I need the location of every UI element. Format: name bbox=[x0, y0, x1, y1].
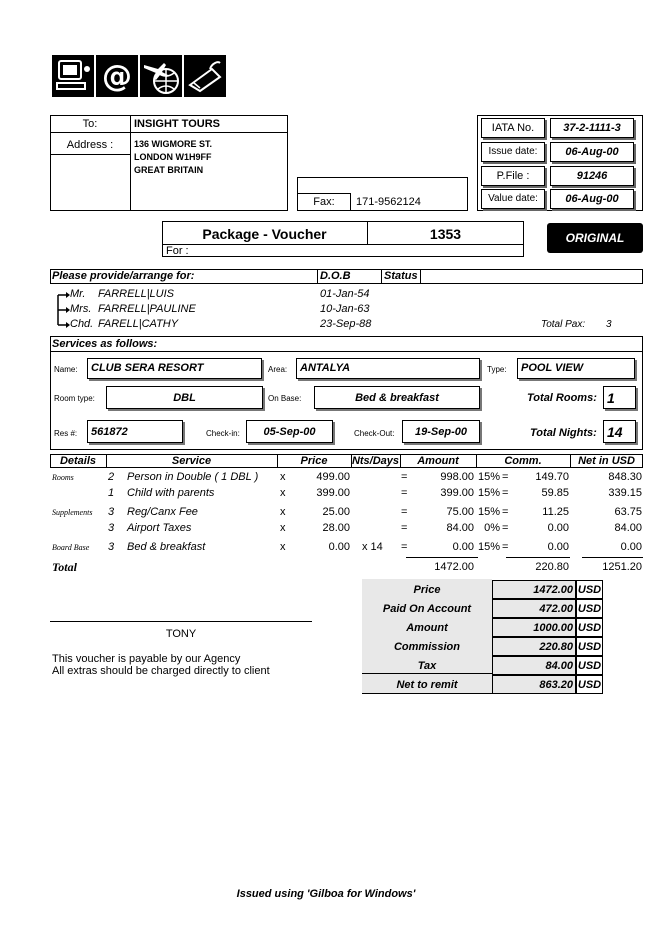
address-line-1: 136 WIGMORE ST. bbox=[134, 139, 213, 149]
row-equals-2: = bbox=[502, 522, 509, 534]
room-type-label: Room type: bbox=[54, 394, 95, 403]
summary-labels-bg bbox=[362, 579, 492, 693]
row-net: 63.75 bbox=[614, 506, 642, 518]
summary-value: 220.80 bbox=[539, 641, 573, 653]
row-times: x bbox=[280, 522, 286, 534]
summary-value: 1472.00 bbox=[533, 584, 573, 596]
row-qty: 1 bbox=[108, 487, 115, 499]
row-nts: x 14 bbox=[362, 541, 383, 553]
total-rooms-label: Total Rooms: bbox=[527, 392, 597, 404]
pax-name-3: FARELL|CATHY bbox=[98, 318, 179, 330]
summary-value: 1000.00 bbox=[533, 622, 573, 634]
checkout-label: Check-Out: bbox=[354, 429, 395, 438]
row-equals: = bbox=[401, 522, 408, 534]
summary-label: Commission bbox=[393, 641, 460, 653]
col-service: Service bbox=[171, 455, 212, 467]
col-comm: Comm. bbox=[504, 455, 542, 467]
col-amount: Amount bbox=[417, 455, 459, 467]
row-amount: 84.00 bbox=[446, 522, 474, 534]
row-price: 25.00 bbox=[322, 506, 350, 518]
pax-dob-3: 23-Sep-88 bbox=[320, 318, 372, 330]
row-amount: 0.00 bbox=[452, 541, 474, 553]
pax-dob-2: 10-Jan-63 bbox=[320, 303, 370, 315]
res-value: 561872 bbox=[87, 420, 183, 443]
row-comm: 0.00 bbox=[547, 541, 569, 553]
row-equals: = bbox=[401, 487, 408, 499]
pax-title-1: Mr. bbox=[70, 288, 86, 300]
services-header: Services as follows: bbox=[52, 338, 158, 350]
fax-value: 171-9562124 bbox=[356, 196, 421, 208]
row-equals-2: = bbox=[502, 506, 509, 518]
row-net: 84.00 bbox=[614, 522, 642, 534]
total-label: Total bbox=[52, 560, 77, 574]
checkin-value: 05-Sep-00 bbox=[246, 420, 333, 443]
summary-currency: USD bbox=[577, 584, 602, 596]
area-value: ANTALYA bbox=[296, 358, 480, 379]
computer-icon bbox=[52, 55, 94, 97]
issue-date-value: 06-Aug-00 bbox=[565, 146, 619, 158]
summary-currency: USD bbox=[577, 641, 602, 653]
col-price: Price bbox=[300, 455, 328, 467]
row-qty: 3 bbox=[108, 522, 115, 534]
row-comm: 11.25 bbox=[542, 506, 569, 518]
row-category: Board Base bbox=[52, 543, 90, 552]
fax-label: Fax: bbox=[313, 196, 335, 208]
pax-name-2: FARRELL|PAULINE bbox=[98, 303, 196, 315]
row-comm: 0.00 bbox=[547, 522, 569, 534]
note-line-2: All extras should be charged directly to client bbox=[52, 665, 270, 677]
pax-title-3: Chd. bbox=[70, 318, 94, 330]
hotel-name: CLUB SERA RESORT bbox=[87, 358, 262, 379]
row-net: 848.30 bbox=[608, 471, 642, 483]
row-pct: 15% bbox=[477, 487, 500, 499]
passenger-header-label: Please provide/arrange for: bbox=[52, 270, 195, 282]
total-comm: 220.80 bbox=[535, 561, 569, 573]
to-label: To: bbox=[82, 118, 98, 130]
row-amount: 75.00 bbox=[446, 506, 474, 518]
address-label: Address : bbox=[66, 139, 114, 151]
summary-value: 472.00 bbox=[539, 603, 573, 615]
row-equals-2: = bbox=[502, 487, 509, 499]
summary-value: 84.00 bbox=[545, 660, 573, 672]
row-equals-2: = bbox=[502, 541, 509, 553]
row-pct: 15% bbox=[477, 471, 500, 483]
pax-dob-1: 01-Jan-54 bbox=[320, 288, 370, 300]
footer-text: Issued using 'Gilboa for Windows' bbox=[236, 888, 416, 900]
row-qty: 2 bbox=[108, 471, 115, 483]
summary-currency: USD bbox=[577, 660, 602, 672]
signature-name: TONY bbox=[165, 628, 197, 640]
mouse-icon bbox=[184, 55, 226, 97]
col-nts: Nts/Days bbox=[351, 455, 400, 467]
to-value: INSIGHT TOURS bbox=[134, 118, 220, 130]
plane-globe-icon bbox=[140, 55, 182, 97]
name-label: Name: bbox=[54, 365, 78, 374]
status-label: Status bbox=[384, 270, 418, 282]
row-price: 0.00 bbox=[328, 541, 350, 553]
pfile-label: P.File : bbox=[496, 170, 530, 182]
row-service: Child with parents bbox=[127, 487, 215, 499]
address-line-3: GREAT BRITAIN bbox=[134, 165, 204, 175]
row-equals: = bbox=[401, 471, 408, 483]
row-times: x bbox=[280, 471, 286, 483]
type-value: POOL VIEW bbox=[517, 358, 635, 379]
total-pax-label: Total Pax: bbox=[541, 319, 586, 330]
checkout-value: 19-Sep-00 bbox=[402, 420, 480, 443]
dob-label: D.O.B bbox=[320, 270, 351, 282]
pax-name-1: FARRELL|LUIS bbox=[98, 288, 175, 300]
row-service: Airport Taxes bbox=[127, 522, 192, 534]
total-amount: 1472.00 bbox=[434, 561, 474, 573]
res-label: Res #: bbox=[54, 429, 78, 438]
original-badge: ORIGINAL bbox=[547, 223, 643, 253]
row-equals: = bbox=[401, 506, 408, 518]
row-comm: 59.85 bbox=[541, 487, 569, 499]
pfile-value: 91246 bbox=[576, 170, 608, 182]
value-date-label: Value date: bbox=[488, 193, 538, 204]
passenger-bracket-icon bbox=[52, 288, 70, 330]
issue-date-label: Issue date: bbox=[488, 146, 538, 157]
row-times: x bbox=[280, 487, 286, 499]
row-equals-2: = bbox=[502, 471, 509, 483]
summary-label: Paid On Account bbox=[382, 603, 472, 615]
row-service: Reg/Canx Fee bbox=[127, 506, 198, 518]
area-label: Area: bbox=[268, 365, 288, 374]
iata-label: IATA No. bbox=[491, 122, 535, 134]
row-times: x bbox=[280, 541, 286, 553]
room-type-value: DBL bbox=[106, 386, 263, 409]
total-net: 1251.20 bbox=[602, 561, 642, 573]
voucher-title: Package - Voucher bbox=[202, 226, 327, 242]
voucher-number: 1353 bbox=[429, 226, 462, 242]
row-pct: 0% bbox=[484, 522, 500, 534]
at-sign-icon bbox=[96, 55, 138, 97]
row-category: Rooms bbox=[52, 473, 74, 482]
summary-currency: USD bbox=[577, 622, 602, 634]
summary-currency: USD bbox=[577, 679, 602, 691]
col-net: Net in USD bbox=[578, 455, 635, 467]
total-nights-label: Total Nights: bbox=[530, 427, 597, 439]
svg-text:@: @ bbox=[102, 59, 132, 94]
summary-label: Net to remit bbox=[396, 679, 458, 691]
row-amount: 998.00 bbox=[440, 471, 474, 483]
row-comm: 149.70 bbox=[535, 471, 569, 483]
row-service: Bed & breakfast bbox=[127, 541, 206, 553]
row-category: Supplements bbox=[52, 508, 93, 517]
row-amount: 399.00 bbox=[440, 487, 474, 499]
note-line-1: This voucher is payable by our Agency bbox=[52, 653, 241, 665]
total-pax-value: 3 bbox=[606, 319, 612, 330]
summary-label: Tax bbox=[417, 660, 437, 672]
total-rooms-value: 1 bbox=[603, 386, 636, 409]
row-price: 499.00 bbox=[316, 471, 350, 483]
row-pct: 15% bbox=[477, 541, 500, 553]
checkin-label: Check-in: bbox=[206, 429, 240, 438]
summary-currency: USD bbox=[577, 603, 602, 615]
row-net: 0.00 bbox=[620, 541, 642, 553]
row-service: Person in Double ( 1 DBL ) bbox=[127, 471, 259, 483]
type-label: Type: bbox=[487, 365, 507, 374]
row-qty: 3 bbox=[108, 541, 115, 553]
row-qty: 3 bbox=[108, 506, 115, 518]
signature-line bbox=[50, 621, 312, 622]
for-label: For : bbox=[166, 245, 189, 257]
iata-value: 37-2-1111-3 bbox=[563, 122, 621, 134]
summary-label: Price bbox=[413, 584, 441, 596]
on-base-value: Bed & breakfast bbox=[314, 386, 480, 409]
row-price: 399.00 bbox=[316, 487, 350, 499]
col-details: Details bbox=[59, 455, 97, 467]
address-line-2: LONDON W1H9FF bbox=[134, 152, 212, 162]
row-price: 28.00 bbox=[322, 522, 350, 534]
row-equals: = bbox=[401, 541, 408, 553]
summary-value: 863.20 bbox=[539, 679, 573, 691]
total-nights-value: 14 bbox=[603, 420, 636, 443]
pax-title-2: Mrs. bbox=[70, 303, 92, 315]
summary-label: Amount bbox=[406, 622, 448, 634]
value-date-value: 06-Aug-00 bbox=[565, 193, 619, 205]
row-times: x bbox=[280, 506, 286, 518]
row-net: 339.15 bbox=[608, 487, 642, 499]
row-pct: 15% bbox=[477, 506, 500, 518]
on-base-label: On Base: bbox=[268, 394, 302, 403]
